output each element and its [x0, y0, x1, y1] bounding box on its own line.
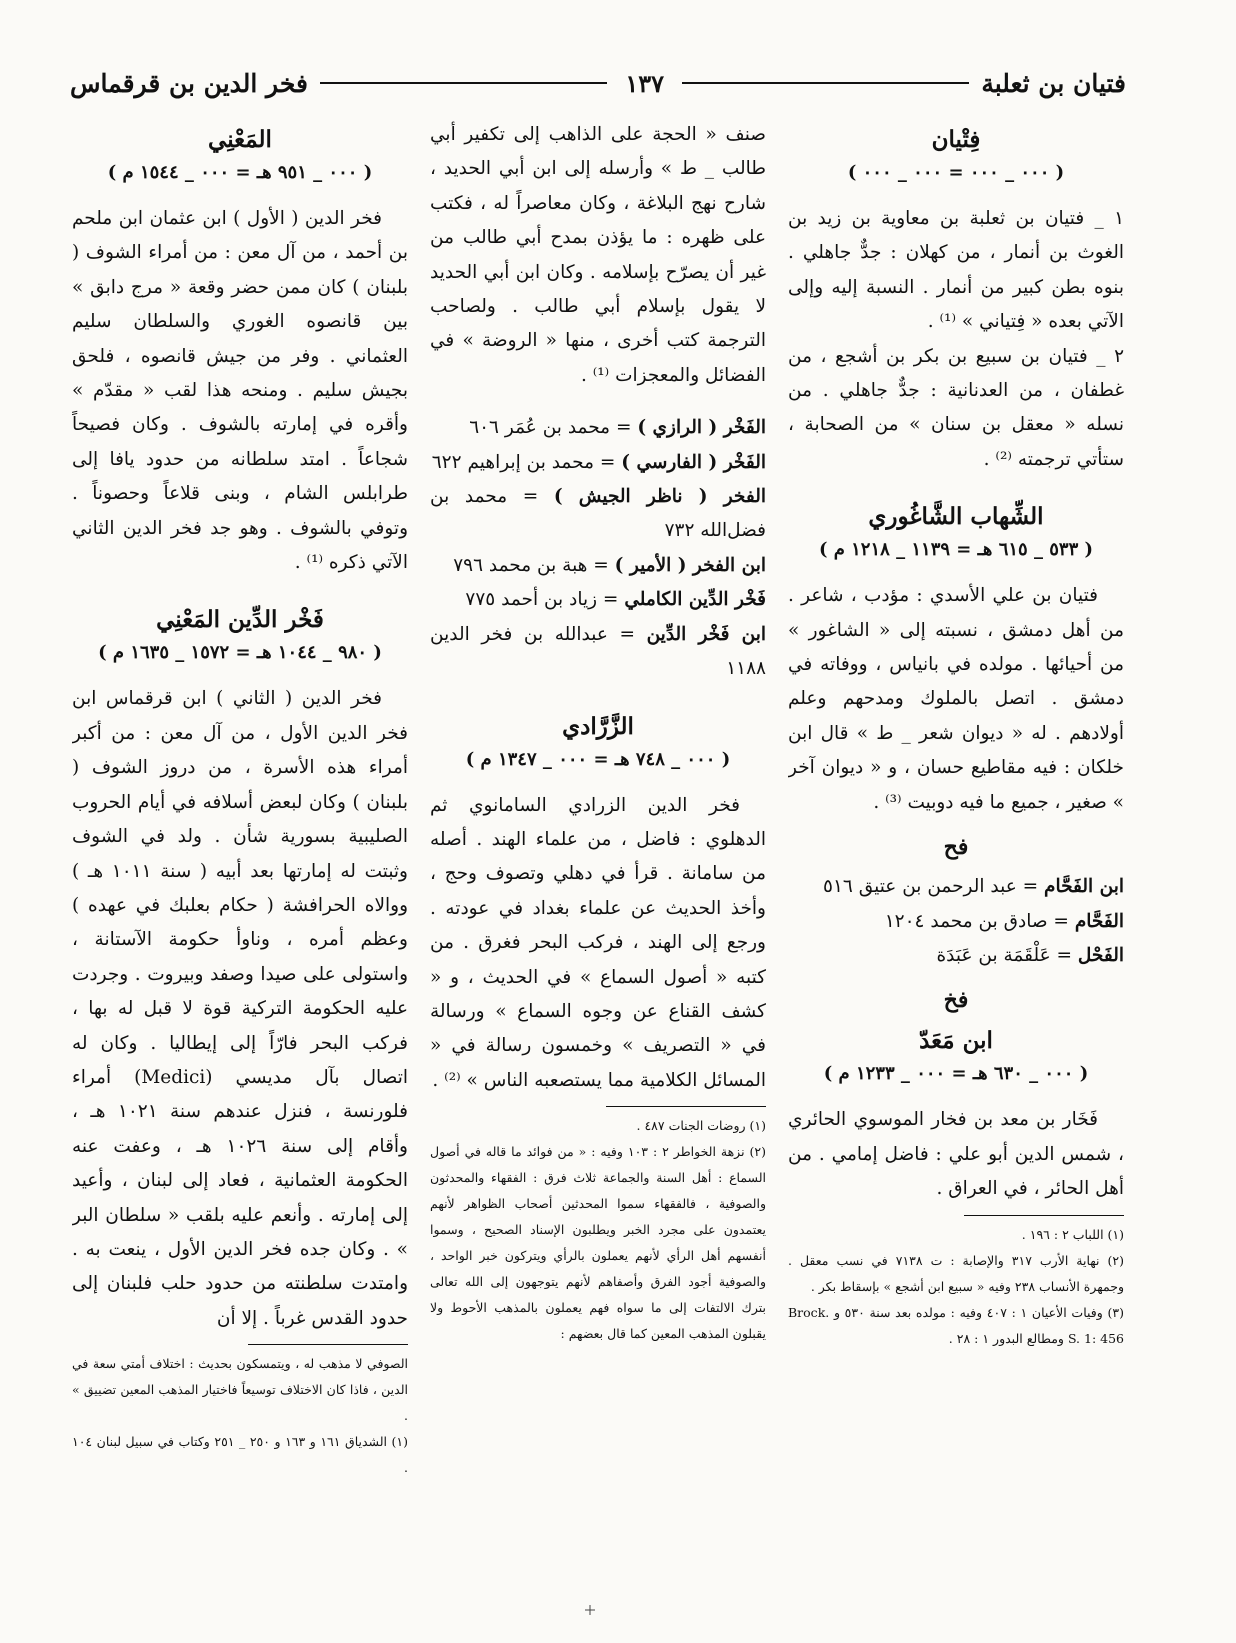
cross-reference: [430, 446, 766, 480]
footnote: الصوفي لا مذهب له ، ويتمسكون بحديث : اختلاف أمتي سعة في الدين ، فاذا كان الاختلاف توسيعاً فاختيار المذهب المعين تضييق » .: [72, 1356, 408, 1424]
cross-reference-name: ابن الفخر ( الأمير ): [614, 554, 766, 576]
entry-heading: فَخْر الدِّين المَعْنِي: [156, 606, 324, 634]
cross-reference: [430, 411, 766, 445]
entry-paragraph: فخر الدين الزرادي السامانوي ثم الدهلوي : فاضل ، من علماء الهند . أصله من سامانة . قرأ في دهلي وتصوف وحج ، وأخذ الحديث عن علماء بغداد في عودته . ورجع إلى الهند ، فركب البحر فغرق . من كتبه « أصول السماع » في الحديث ، و « كشف القناع عن وجوه السماع » ورسالة في « التصريف » وخمسون رسالة في « المسائل الكلامية مما يستصعبه الناس » ⁽²⁾ .: [430, 794, 766, 1091]
cross-reference-target: = هبة بن محمد ٧٩٦: [453, 554, 615, 576]
cross-reference-name: الفَخْر ( الرازي ): [637, 417, 766, 439]
entry-dates: ( ٠٠٠ _ ٧٤٨ هـ = ٠٠٠ _ ١٣٤٧ م ): [465, 748, 731, 770]
cross-reference-target: = محمد بن عُمَر ٦٠٦: [469, 417, 638, 439]
entry-paragraph: فخر الدين ( الثاني ) ابن قرقماس ابن فخر الدين الأول ، من آل معن : من أكبر أمراء هذه الأسرة ، من دروز الشوف ( بلبنان ) وكان لبعض أسلافه في أيام الحروب الصليبية بسورية شأن . ولد في الشوف وثبتت له إمارتها بعد أبيه ( سنة ١٠١١ هـ ) ووالاه الحرافشة ( حكام بعلبك في عهده ) وعظم أمره ، وناوأ حكومة الآستانة ، واستولى على صيدا وصفد وبيروت . وجردت عليه الحكومة التركية قوة لا قبل له بها ، فركب البحر فارّاً إلى إيطاليا . وكان له اتصال بآل مديسي (Medici) أمراء فلورنسة ، فنزل عندهم سنة ١٠٢١ هـ ، وأقام إلى سنة ١٠٢٦ هـ ، وعفت عنه الحكومة العثمانية ، فعاد إلى لبنان ، وأعيد إلى إمارته . وأنعم عليه بلقب « سلطان البر » . وكان جده فخر الدين الأول ، ينعت به . وامتدت سلطنته من حدود حلب فلبنان إلى حدود القدس غرباً . إلا أن: [72, 688, 408, 1329]
entry-heading: الزَّرَّادي: [562, 712, 634, 740]
cross-reference-name: الفَخْر ( الفارسي ): [621, 451, 766, 473]
entry-dates: ( ٠٠٠ _ ٠٠٠ = ٠٠٠ _ ٠٠٠ ): [847, 162, 1065, 183]
footnote-rule: [248, 1344, 408, 1345]
footnotes: [72, 1351, 408, 1481]
entry-paragraph: فتيان بن علي الأسدي : مؤدب ، شاعر . من أهل دمشق ، نسبته إلى « الشاغور » من أحيائها . مولده في بانياس ، ووفاته في دمشق . اتصل بالملوك ومدحهم وعلم أولادهم . له « ديوان شعر _ ط » قال ابن خلكان : فيه مقاطيع حسان ، و « ديوان آخر » صغير ، جميع ما فيه دوبيت ⁽³⁾ .: [788, 585, 1124, 813]
cross-reference-name: ابن فَخْر الدِّين: [646, 623, 766, 645]
footnote: (٢) نزهة الخواطر ٢ : ١٠٣ وفيه : « من فوائد ما قاله في أصول السماع : أهل السنة والجماعة ثلاث فرق : الفقهاء والمحدثون والصوفية ، فالفقهاء سموا المحدثين أصحاب الظواهر لأنهم يعتمدون على مجرد الخبر ويطلبون الإسناد الصحيح ، وسموا أنفسهم أهل الرأي لأنهم يعملون بالرأي ويتركون خبر الواحد ، والصوفية أجود الفرق وأصفاهم لأنهم يتوجهون إلى الله تعالى بترك الالتفات إلى ما سواه فهم يعملون بالمذهب الأحوط ولا يقبلون المذهب المعين كما قال بعضهم :: [430, 1144, 766, 1342]
entry-paragraph: ٢ _ فتيان بن سبيع بن بكر بن أشجع ، من غطفان ، من العدنانية : جدٌّ جاهلي . من نسله « معقل بن سنان » من الصحابة ، ستأتي ترجمته ⁽²⁾ .: [788, 345, 1124, 470]
column-left: [72, 118, 408, 1618]
cross-reference-target: = عبد الرحمن بن عتيق ٥١٦: [823, 876, 1045, 898]
cross-reference-name: الفخر ( ناظر الجيش ): [553, 486, 766, 508]
entry-dates: ( ٠٠٠ _ ٦٣٠ هـ = ٠٠٠ _ ١٢٣٣ م ): [823, 1063, 1089, 1085]
entry-heading: المَعْنِي: [208, 126, 272, 153]
cross-reference-target: = عَلْقَمَة بن عَبَدَة: [936, 944, 1078, 966]
entry-heading: فِتْيان: [931, 126, 981, 153]
footnote-rule: [606, 1106, 766, 1107]
cross-reference: [430, 480, 766, 549]
cross-reference: [430, 583, 766, 617]
footnote-rule: [964, 1215, 1124, 1216]
section-letters: فخ: [943, 987, 969, 1014]
footnotes: [788, 1222, 1124, 1352]
running-header: [70, 62, 1126, 104]
header-right-title: فتيان بن ثعلبة: [981, 68, 1126, 98]
footnote: (١) الشدياق ١٦١ و ١٦٣ و ٢٥٠ _ ٢٥١ وكتاب في سبيل لبنان ١٠٤ .: [72, 1434, 408, 1476]
cross-reference: [788, 905, 1124, 939]
entry-heading: الشِّهاب الشَّاغُوري: [868, 503, 1044, 531]
column-right: [788, 118, 1124, 1618]
cross-reference-name: الفَحَّام: [1074, 910, 1124, 932]
footnote: (٢) نهاية الأرب ٣١٧ والإصابة : ت ٧١٣٨ في نسب معقل . وجمهرة الأنساب ٢٣٨ وفيه « سبيع ابن أشجع » بإسقاط بكر .: [788, 1252, 1124, 1294]
header-rule-right: [682, 82, 969, 84]
header-rule-left: [320, 82, 607, 84]
footnotes: [430, 1113, 766, 1347]
entry-heading: ابن مَعَدّ: [919, 1027, 993, 1055]
cross-reference: [788, 939, 1124, 973]
cross-reference-target: = محمد بن إبراهيم ٦٢٢: [431, 451, 622, 473]
cross-reference: [788, 870, 1124, 904]
entry-paragraph: صنف « الحجة على الذاهب إلى تكفير أبي طالب _ ط » وأرسله إلى ابن أبي الحديد ، شارح نهج البلاغة ، وكان معاصراً له ، فكتب على ظهره : ما يؤذن بمدح أبي طالب من غير أن يصرّح بإسلامه . وكان ابن أبي الحديد لا يقول بإسلام أبي طالب . ولصاحب الترجمة كتب أخرى ، منها « الروضة » في الفضائل والمعجزات ⁽¹⁾ .: [430, 124, 766, 386]
entry-paragraph: ١ _ فتيان بن ثعلبة بن معاوية بن زيد بن الغوث بن أنمار ، من كهلان : جدٌّ جاهلي . بنوه بطن كبير من أنمار . النسبة إليه وإلى الآتي بعده « فِتياني » ⁽¹⁾ .: [788, 208, 1124, 333]
footnote: (٣) وفيات الأعيان ١ : ٤٠٧ وفيه : مولده بعد سنة ٥٣٠ و Brock. S. 1: 456 ومطالع البدور ١ : ٢٨ .: [788, 1304, 1124, 1346]
cross-reference: [430, 618, 766, 687]
section-letters: فح: [943, 834, 969, 861]
cross-reference-name: الفَحْل: [1077, 944, 1124, 966]
cross-reference-target: = زياد بن أحمد ٧٧٥: [465, 589, 625, 611]
entry-paragraph: فخر الدين ( الأول ) ابن عثمان ابن ملحم بن أحمد ، من آل معن : من أمراء الشوف ( بلبنان ) كان ممن حضر وقعة « مرج دابق » بين قانصوه الغوري والسلطان سليم العثماني . وفر من جيش قانصوه ، فلحق بجيش سليم . ومنحه هذا لقب « مقدّم » وأقره في إمارته بالشوف . وكان فصيحاً شجاعاً . امتد سلطانه من حدود يافا إلى طرابلس الشام ، وبنى قلاعاً وحصوناً . وتوفي بالشوف . وهو جد فخر الدين الثاني الآتي ذكره ⁽¹⁾ .: [72, 208, 408, 574]
entry-paragraph: فَخَار بن معد بن فخار الموسوي الحائري ، شمس الدين أبو علي : فاضل إمامي . من أهل الحائر ، في العراق .: [788, 1109, 1124, 1200]
cross-reference: [430, 549, 766, 583]
footnote: (١) اللباب ٢ : ١٩٦ .: [1021, 1226, 1124, 1242]
cross-reference-name: فَخْر الدِّين الكاملي: [624, 589, 766, 611]
cross-reference-name: ابن الفَحَّام: [1044, 876, 1124, 898]
page-number: ١٣٧: [625, 68, 664, 98]
column-middle: [430, 118, 766, 1618]
cross-reference-target: = صادق بن محمد ١٢٠٤: [884, 910, 1075, 932]
registration-mark: [585, 1605, 595, 1615]
entry-dates: ( ٥٣٣ _ ٦١٥ هـ = ١١٣٩ _ ١٢١٨ م ): [818, 539, 1094, 561]
cross-reference-target: = محمد بن فضل‌الله ٧٣٢: [430, 486, 766, 542]
footnote: (١) روضات الجنات ٤٨٧ .: [636, 1118, 766, 1134]
cross-reference-target: = عبدالله بن فخر الدين ١١٨٨: [430, 623, 766, 680]
entry-dates: ( ٠٠٠ _ ٩٥١ هـ = ٠٠٠ _ ١٥٤٤ م ): [107, 162, 373, 183]
header-left-title: فخر الدين بن قرقماس: [70, 68, 308, 98]
entry-dates: ( ٩٨٠ _ ١٠٤٤ هـ = ١٥٧٢ _ ١٦٣٥ م ): [98, 642, 382, 664]
